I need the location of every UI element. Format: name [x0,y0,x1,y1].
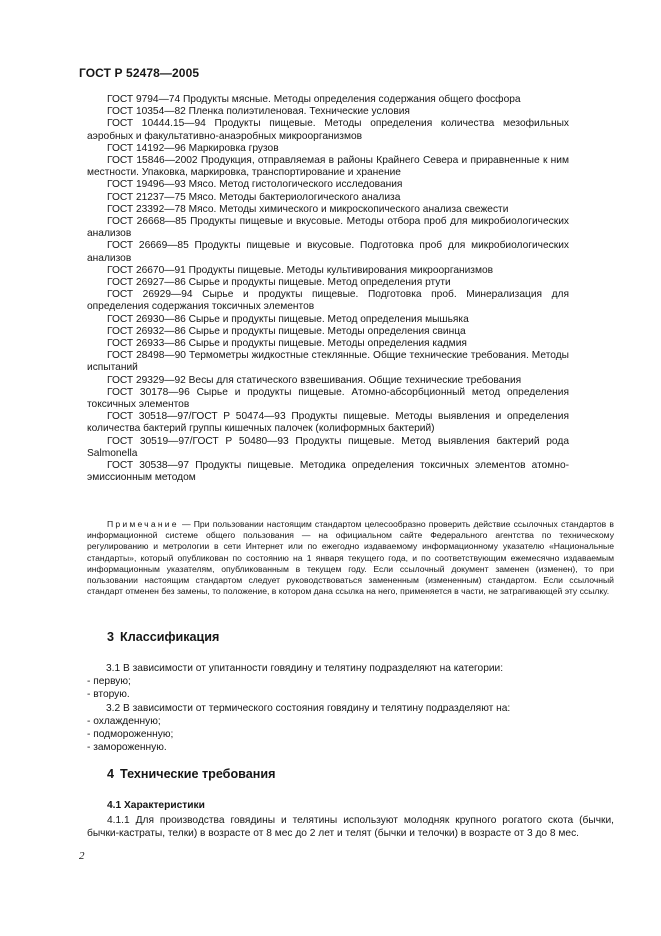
reference-item: ГОСТ 23392—78 Мясо. Методы химического и микроскопического анализа свежести [107,203,509,215]
list-item: - замороженную. [87,742,167,754]
reference-item: ГОСТ 19496—93 Мясо. Метод гистологического исследования [107,179,403,191]
reference-item: ГОСТ 28498—90 Термометры жидкостные стеклянные. Общие технические требования. Методы испытаний [87,350,569,374]
reference-item: ГОСТ 21237—75 Мясо. Методы бактериологического анализа [107,191,401,203]
reference-item: ГОСТ 26932—86 Сырье и продукты пищевые. Методы определения свинца [107,325,466,337]
reference-item: ГОСТ 30518—97/ГОСТ Р 50474—93 Продукты пищевые. Методы выявления и определения количества бактерий группы кишечных палочек (колиформных бактерий) [87,411,569,435]
note-paragraph [87,519,614,597]
section-heading: Технические требования [120,767,276,781]
reference-item: ГОСТ 26668—85 Продукты пищевые и вкусовые. Методы отбора проб для микробиологических анализов [87,216,569,240]
reference-item: ГОСТ 30538—97 Продукты пищевые. Методика определения токсичных элементов атомно-эмиссионным методом [87,460,569,484]
clause-3-2: 3.2 В зависимости от термического состояния говядину и телятину подразделяют на: [106,702,511,714]
subsection-4-1-title: 4.1 Характеристики [107,800,205,811]
section-3-title [107,630,219,644]
reference-item: ГОСТ 26669—85 Продукты пищевые и вкусовые. Подготовка проб для микробиологических анализов [87,240,569,264]
section-3-body [87,662,614,754]
section-4-body [87,814,614,840]
list-item: - вторую. [87,689,130,701]
page-number: 2 [79,850,85,862]
note-text: — При пользовании настоящим стандартом целесообразно проверить действие ссылочных стандартов в информационной системе общего пользования — на официальном сайте Федерального агентства по техническому регулированию и метрологии в сети Интернет или по ежегодно издаваемому информационному указателю «Национальные стандарты», который опубликован по состоянию на 1 января текущего года, и по соответствующим ежемесячно издаваемым информационным указателям, опубликованным в текущем году. Если ссылочный документ заменен (изменен), то при пользовании настоящим стандартом следует руководствоваться замененным (измененным) стандартом. Если ссылочный стандарт отменен без замены, то положение, в котором дана ссылка на него, применяется в части, не затрагивающей эту ссылку. [87,519,614,597]
reference-item: ГОСТ 9794—74 Продукты мясные. Методы определения содержания общего фосфора [107,94,521,105]
normative-references-list [87,94,569,485]
reference-item: ГОСТ 26930—86 Сырье и продукты пищевые. Метод определения мышьяка [107,313,469,325]
reference-item: ГОСТ 30178—96 Сырье и продукты пищевые. Атомно-абсорбционный метод определения токсичных элементов [87,386,569,411]
reference-item: ГОСТ 14192—96 Маркировка грузов [107,142,279,154]
list-item: - подмороженную; [87,729,174,741]
reference-item: ГОСТ 15846—2002 Продукция, отправляемая в районы Крайнего Севера и приравненные к ним местности. Упаковка, маркировка, транспортирование и хранение [87,155,569,179]
reference-item: ГОСТ 30519—97/ГОСТ Р 50480—93 Продукты пищевые. Метод выявления бактерий рода Salmonella [87,435,569,459]
clause-4-1-1: 4.1.1 Для производства говядины и телятины используют молодняк крупного рогатого скота (бычки, бычки-кастраты, телки) в возрасте от 8 мес до 2 лет и телят (бычки и телочки) в возрасте от 3 до 8 мес. [87,815,614,840]
note-label: Примечание [107,519,179,529]
reference-item: ГОСТ 10354—82 Пленка полиэтиленовая. Технические условия [107,106,410,118]
section-heading: Классификация [120,630,220,644]
reference-item: ГОСТ 29329—92 Весы для статического взвешивания. Общие технические требования [107,374,522,386]
section-number: 4 [107,767,115,781]
reference-item: ГОСТ 26670—91 Продукты пищевые. Методы культивирования микроорганизмов [107,264,494,276]
reference-item: ГОСТ 26933—86 Сырье и продукты пищевые. Методы определения кадмия [107,338,467,350]
reference-item: ГОСТ 26929—94 Сырье и продукты пищевые. Подготовка проб. Минерализация для определения содержания токсичных элементов [87,289,569,313]
list-item: - охлажденную; [87,715,161,727]
document-header: ГОСТ Р 52478—2005 [79,66,200,80]
reference-item: ГОСТ 26927—86 Сырье и продукты пищевые. Метод определения ртути [107,277,451,289]
clause-3-1: 3.1 В зависимости от упитанности говядину и телятину подразделяют на категории: [106,663,504,674]
list-item: - первую; [87,676,131,688]
reference-item: ГОСТ 10444.15—94 Продукты пищевые. Методы определения количества мезофильных аэробных и факультативно-анаэробных микроорганизмов [87,118,569,142]
section-4-title [107,767,275,781]
section-number: 3 [107,630,115,644]
